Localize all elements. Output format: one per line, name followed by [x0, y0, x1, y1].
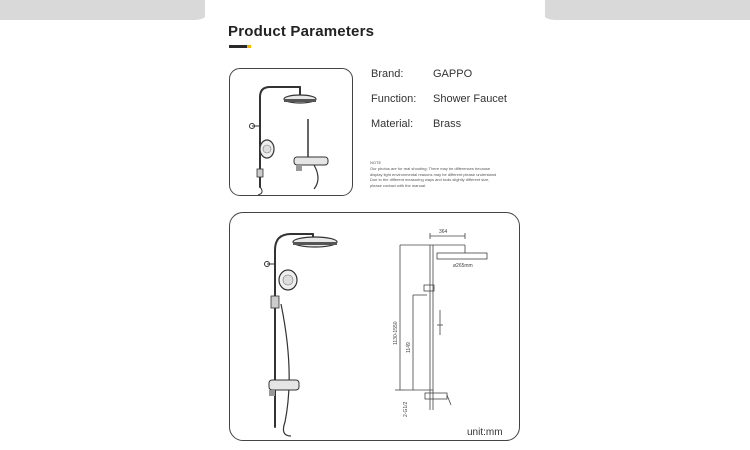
function-label: Function:	[371, 93, 417, 105]
shower-system-icon	[230, 69, 352, 195]
height-dimension: 1149	[406, 342, 412, 353]
brand-value: GAPPO	[433, 68, 473, 80]
shower-system-photo-icon	[255, 222, 365, 437]
function-value: Shower Faucet	[433, 93, 507, 105]
right-background-panel	[535, 0, 750, 20]
note-block	[370, 160, 530, 189]
note-line: Due to the different measuring ways and tools slightly different size,	[370, 177, 490, 183]
height-range-dimension: 1130-1550	[393, 321, 399, 345]
brand-label: Brand:	[371, 68, 404, 80]
technical-drawing	[385, 225, 500, 430]
note-line: Our photos are for real shooting; There may be differences because	[370, 165, 491, 171]
inlet-dimension: 2-G1/2	[403, 401, 409, 417]
title-underline	[229, 45, 247, 48]
material-label: Material:	[371, 118, 414, 130]
page-title: Product Parameters	[228, 23, 375, 40]
note-line: please contact with the manual.	[370, 183, 427, 189]
unit-label: unit:mm	[467, 427, 503, 438]
note-title: NOTE	[370, 160, 382, 165]
title-underline-accent	[247, 45, 251, 48]
material-value: Brass	[433, 118, 462, 130]
product-thumbnail-box	[229, 68, 353, 196]
left-background-panel	[0, 0, 215, 20]
width-dimension: 364	[439, 229, 448, 235]
note-line: display light environmental reasons may be different please understand	[370, 171, 497, 177]
head-dimension: ø265mm	[453, 263, 473, 269]
